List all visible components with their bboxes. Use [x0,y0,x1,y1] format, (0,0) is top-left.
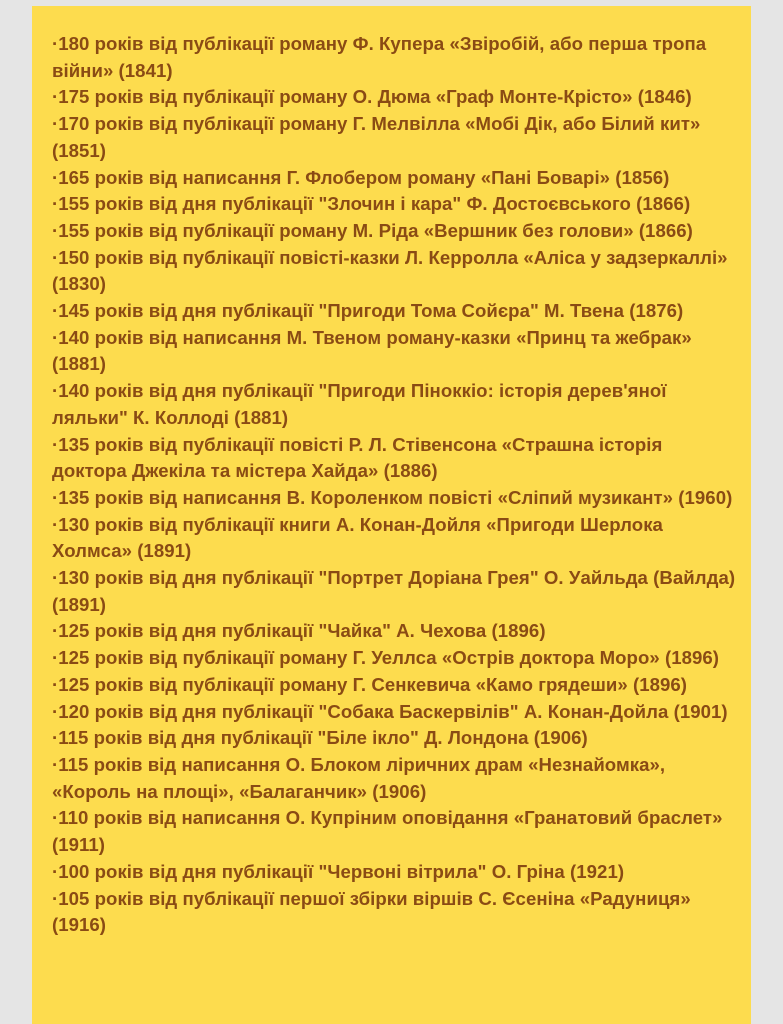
list-item: ·155 років від публікації роману М. Ріда «Вершник без голови» (1866) [52,219,693,241]
list-item: ·130 років від публікації книги А. Конан-Дойля «Пригоди Шерлока Холмса» (1891) [52,513,663,562]
list-item: ·135 років від публікації повісті Р. Л. Стівенсона «Страшна історія доктора Джекіла та містера Хайда» (1886) [52,433,663,482]
list-item: ·145 років від дня публікації "Пригоди Тома Сойєра" М. Твена (1876) [52,300,684,322]
list-item: ·175 років від публікації роману О. Дюма «Граф Монте-Крісто» (1846) [52,86,692,108]
list-item: ·100 років від дня публікації "Червоні вітрила" О. Гріна (1921) [52,860,625,882]
list-item: ·155 років від дня публікації "Злочин і кара" Ф. Достоєвського (1866) [52,193,691,215]
list-item: ·120 років від дня публікації "Собака Баскервілів" А. Конан-Дойла (1901) [52,700,728,722]
anniversary-list-card [32,6,751,1024]
list-item: ·110 років від написання О. Купріним оповідання «Гранатовий браслет» (1911) [52,807,723,856]
list-item: ·115 років від дня публікації "Біле ікло" Д. Лондона (1906) [52,727,588,749]
list-item: ·150 років від публікації повісті-казки Л. Керролла «Аліса у задзеркаллі» (1830) [52,246,728,295]
list-item: ·125 років від публікації роману Г. Уеллса «Острів доктора Моро» (1896) [52,647,720,669]
list-item: ·165 років від написання Г. Флобером роману «Пані Боварі» (1856) [52,166,670,188]
list-item: ·130 років від дня публікації "Портрет Доріана Грея" О. Уайльда (Вайлда) (1891) [52,567,736,615]
list-item: ·140 років від дня публікації "Пригоди Піноккіо: історія дерев'яної ляльки" К. Коллоді (1881) [52,380,667,428]
list-item: ·170 років від публікації роману Г. Мелвілла «Мобі Дік, або Білий кит» (1851) [52,113,701,161]
list-item: ·125 років від дня публікації "Чайка" А. Чехова (1896) [52,620,546,642]
list-item: ·180 років від публікації роману Ф. Купера «Звіробій, або перша тропа війни» (1841) [52,33,707,81]
list-item: ·105 років від публікації першої збірки віршів С. Єсеніна «Радуниця» (1916) [52,887,691,936]
list-item: ·115 років від написання О. Блоком ліричних драм «Незнайомка», «Король на площі», «Балаганчик» (1906) [52,753,666,802]
list-item: ·135 років від написання В. Короленком повісті «Сліпий музикант» (1960) [52,486,733,508]
list-item: ·140 років від написання М. Твеном роману-казки «Принц та жебрак» (1881) [52,326,692,375]
list-item: ·125 років від публікації роману Г. Сенкевича «Камо грядеши» (1896) [52,673,688,695]
